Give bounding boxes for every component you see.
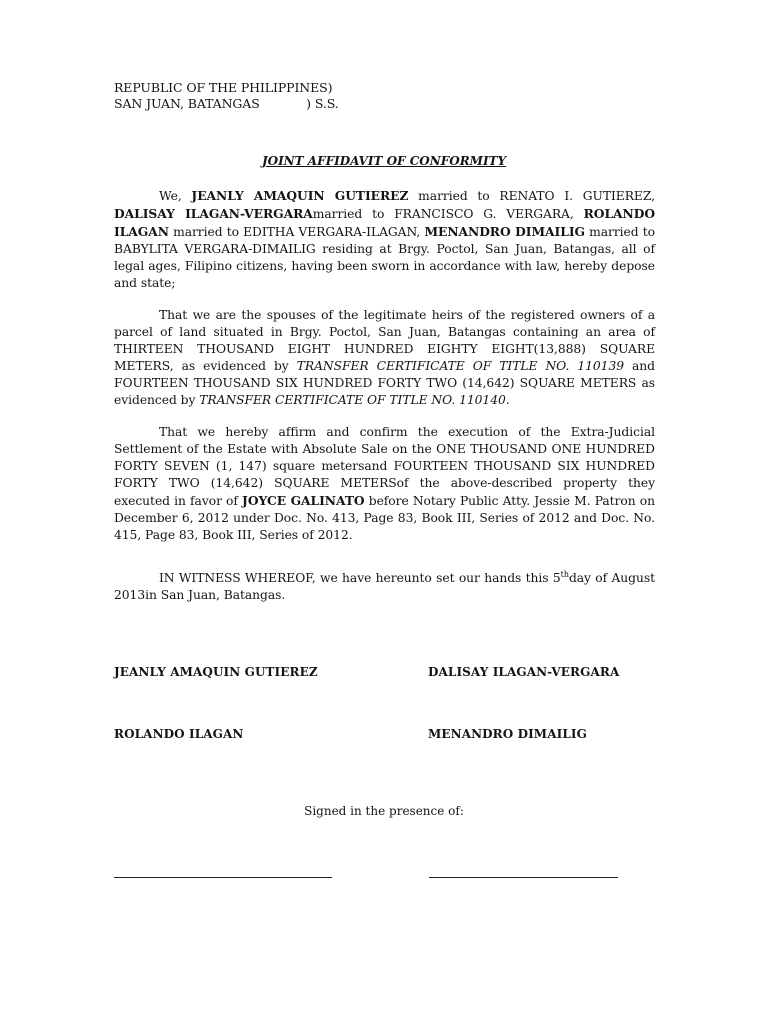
paragraph-conformity: That we hereby affirm and confirm the execution of the Extra-Judicial Settlement of the Estate with Absolute Sale on the ONE THOUSAND ONE HUNDRED FORTY SEVEN (1, 147) square metersand FOURTEEN THOUSAND SIX HUNDRED FORTY TWO (14,642) SQUARE METERSof the above-described property they executed in favor of JOYCE GALINATO before Notary Public Atty. Jessie M. Patron on December 6, 2012 under Doc. No. 413, Page 83, Book III, Series of 2012 and Doc. No. 415, Page 83, Book III, Series of 2012.: [114, 425, 655, 542]
witness-caption: Signed in the presence of:: [304, 804, 464, 818]
paragraph-witness: IN WITNESS WHEREOF, we have hereunto set our hands this 5thday of August 2013in San Juan, Batangas.: [114, 569, 655, 602]
paragraph-affiants: We, JEANLY AMAQUIN GUTIEREZ married to RENATO I. GUTIEREZ, DALISAY ILAGAN-VERGARAmarried to FRANCISCO G. VERGARA, ROLANDO ILAGAN married to EDITHA VERGARA-ILAGAN, MENANDRO DIMAILIG married to BABYLITA VERGARA-DIMAILIG residing at Brgy. Poctol, San Juan, Batangas, all of legal ages, Filipino citizens, having been sworn in accordance with law, hereby depose and state;: [114, 188, 655, 290]
affiant-name: JEANLY AMAQUIN GUTIEREZ: [191, 188, 409, 203]
signatory-name: DALISAY ILAGAN-VERGARA: [428, 665, 620, 679]
signatory-name: MENANDRO DIMAILIG: [428, 727, 587, 741]
document-title: JOINT AFFIDAVIT OF CONFORMITY: [261, 154, 507, 168]
signatory-name: JEANLY AMAQUIN GUTIEREZ: [114, 665, 318, 679]
buyer-name: JOYCE GALINATO: [242, 493, 365, 508]
venue-line-2: SAN JUAN, BATANGAS ) S.S.: [114, 96, 339, 111]
affiant-name: ROLANDO ILAGAN: [114, 206, 655, 239]
affiant-name: DALISAY ILAGAN-VERGARA: [114, 206, 313, 221]
title-reference: TRANSFER CERTIFICATE OF TITLE NO. 110139: [296, 359, 624, 373]
witness-signature-line: [429, 877, 618, 878]
signatory-name: ROLANDO ILAGAN: [114, 727, 244, 741]
affiant-name: MENANDRO DIMAILIG: [424, 224, 585, 239]
paragraph-property: That we are the spouses of the legitimate heirs of the registered owners of a parcel of land situated in Brgy. Poctol, San Juan, Batangas containing an area of THIRTEEN THOUSAND EIGHT HUNDRED EIGHTY EIGHT(13,888) SQUARE METERS, as evidenced by TRANSFER CERTIFICATE OF TITLE NO. 110139 and FOURTEEN THOUSAND SIX HUNDRED FORTY TWO (14,642) SQUARE METERS as evidenced by TRANSFER CERTIFICATE OF TITLE NO. 110140.: [114, 308, 655, 407]
venue-line-1: REPUBLIC OF THE PHILIPPINES): [114, 80, 333, 95]
title-reference: TRANSFER CERTIFICATE OF TITLE NO. 110140: [199, 393, 506, 407]
witness-signature-line: [114, 877, 332, 878]
affidavit-body: [114, 187, 655, 619]
